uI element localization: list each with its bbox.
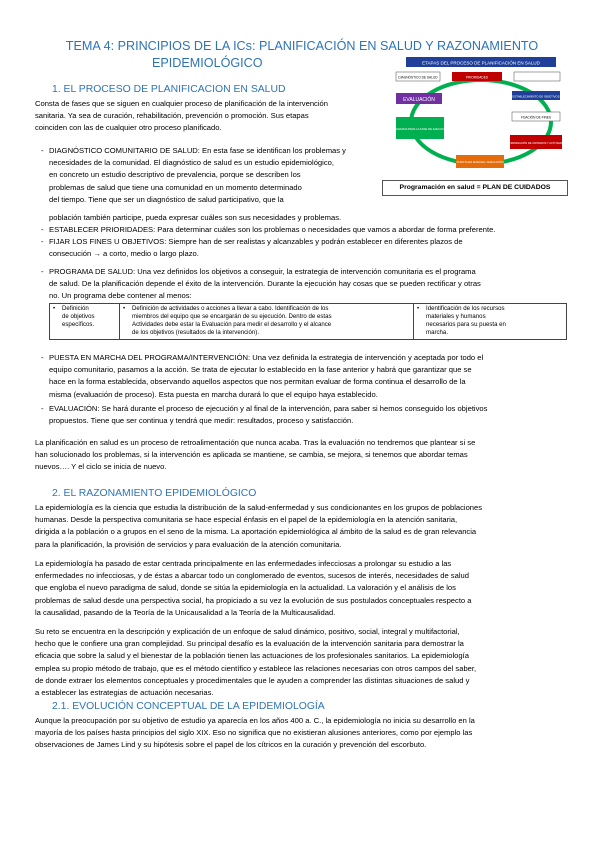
- text-line: dirigida a la población o a grupos en el seno de la misma. La aportación epidemiológica al ámbito de la salud es de gran relevancia: [35, 527, 477, 537]
- text-line: hecho que le confiere una gran complejidad. Su principal desafío es la evaluación de la intervención sanitaria para demostrar la: [35, 639, 464, 649]
- bullet-dot: •: [123, 305, 126, 312]
- bullet-dash: -: [41, 267, 44, 276]
- text-line: problemas de salud que tiene una comunidad en un momento determinado: [49, 182, 302, 192]
- text-line: de salud. De la planificación depende el éxito de la intervención. Durante la ejecución hay cosas que se pueden rectificar y otras: [49, 279, 481, 289]
- diagram-box-diagnostico-text: DIAGNÓSTICO DE SALUD: [398, 75, 438, 80]
- bullet-programa: [41, 266, 565, 303]
- text-line: Aunque la preocupación por su objetivo de estudio ya aparecía en los años 400 a. C., la epidemiología no inicia su desarrollo en la: [35, 716, 475, 725]
- text-line: nuevos…. Y el ciclo se inicia de nuevo.: [35, 462, 167, 472]
- text-line: coinciden con las de cualquier otro proceso planificado.: [35, 123, 222, 133]
- text-line: a establecer las estrategias de actuación necesarias.: [35, 688, 214, 698]
- page-title-line1: TEMA 4: PRINCIPIOS DE LA ICs: PLANIFICACIÓN EN SALUD Y RAZONAMIENTO: [65, 39, 539, 53]
- cell-line: miembros del equipo que se encargarán de su ejecución. Dentro de estas: [132, 313, 332, 320]
- table-cell: [120, 304, 414, 340]
- page-title-line2: EPIDEMIOLÓGICO: [152, 56, 263, 70]
- cell-line: Actividades debe estar la Evaluación para medir el desarrollo y el alcance: [132, 321, 332, 328]
- cell-line: Definición: [62, 305, 89, 312]
- bullet-fines: [41, 236, 565, 260]
- text-line: Su reto se encuentra en la descripción y explicación de un enfoque de salud dinámico, positivo, social, integral y multifactorial,: [35, 627, 460, 636]
- text-line: que engloba el nuevo paradigma de salud, donde se sitúa la epidemiología en la actualidad. La valoración y el análisis de los: [35, 583, 456, 593]
- text-line: para la planificación, la provisión de servicios y para evaluación de la atención comunitaria.: [35, 539, 342, 549]
- text-line: enfermedades no infecciosas, y de éstas a abarcar todo un conglomerado de eventos, sucesos de interés, necesidades de salud: [35, 571, 469, 581]
- section1-closing: [35, 437, 566, 474]
- bullet-dot: •: [417, 305, 420, 312]
- text-line: necesidades de la comunidad. El diagnóstico de salud es un estudio epidemiológico,: [49, 158, 334, 168]
- diagram-box-ejecucion-text: PUESTA EN MARCHA / EJECUCIÓN: [456, 160, 504, 164]
- cell-line: marcha.: [426, 329, 449, 336]
- text-line: población también participe, pueda expresar cuáles son sus necesidades y problemas.: [49, 213, 342, 222]
- text-line: han solucionado los problemas, si la intervención es aplicada se mantiene, se cambia, se mejora, si tenemos que abordar temas: [35, 450, 468, 460]
- cell-line: específicos.: [62, 321, 95, 328]
- table-row: [50, 304, 567, 340]
- section1-heading: 1. EL PROCESO DE PLANIFICACION EN SALUD: [52, 84, 286, 95]
- text-line: observaciones de James Lind y su hipótesis sobre el papel de los cítricos en la curación y prevención del escorbuto.: [35, 740, 427, 750]
- text-line: equipo comunitario, pasamos a la acción. Se trata de ejecutar lo establecido en la fase anterior y habrá que garantizar que se: [49, 365, 472, 375]
- bullet-dash: -: [41, 404, 44, 413]
- text-line: no. Un programa debe contener al menos:: [49, 291, 192, 301]
- text-line: mayoría de los países hasta principios del siglo XIX. Eso no significa que no existieran alusiones anteriores, como por ejemplo las: [35, 728, 473, 738]
- diagram-header-text: ETAPAS DEL PROCESO DE PLANIFICACIÓN EN SALUD: [422, 60, 540, 66]
- section2-paragraph-1: [35, 502, 566, 551]
- text-line: de donde extraer los elementos conceptuales y procedimentales que le ayuden a comprender las distintas situaciones de salud y: [35, 675, 470, 685]
- diagram-box-fines-text: FIJACIÓN DE FINES: [520, 115, 552, 120]
- text-line: PUESTA EN MARCHA DEL PROGRAMA/INTERVENCIÓN: Una vez definida la estrategia de intervención y aceptada por todo el: [49, 353, 484, 362]
- text-line: misma (evaluación de proceso). Esta puesta en marcha durará lo que el equipo haya establecido.: [49, 389, 378, 399]
- text-line: sanitaria. Ya sea de curación, rehabilitación, prevención o promoción. Sus etapas: [35, 111, 309, 121]
- bullet-evaluacion: [41, 403, 565, 427]
- text-line: FIJAR LOS FINES U OBJETIVOS: Siempre han de ser realistas y alcanzables y podrán establecer en diferentes plazos de: [49, 237, 463, 246]
- text-line: eficacia que sobre la salud y el bienestar de la población tienen las actuaciones de los profesionales sanitarios. La epidemiología: [35, 651, 469, 661]
- text-line: EVALUACIÓN: Se hará durante el proceso de ejecución y al final de la intervención, para saber si hemos conseguido los objetivos: [49, 404, 488, 413]
- planning-cycle-svg: [394, 55, 565, 175]
- table-cell: [414, 304, 567, 340]
- table-cell: [50, 304, 120, 340]
- bullet-dash: -: [41, 225, 44, 234]
- diagram-caption: Programación en salud = PLAN DE CUIDADOS: [382, 180, 568, 196]
- text-line: DIAGNÓSTICO COMUNITARIO DE SALUD: En esta fase se identifican los problemas y: [49, 146, 346, 155]
- cell-line: de los objetivos (resultados de la intervención).: [132, 329, 260, 336]
- section21-paragraph-1: [35, 715, 566, 752]
- text-line: la causalidad, pasando de la Teoría de la Unicausalidad a la Teoría de la Multicausalidad.: [35, 607, 336, 617]
- diagram-box-criterios-text: DETERMINACIÓN DE CRITERIOS Y ACTIVIDADES: [505, 142, 565, 145]
- diagram-box-evaluacion-text: EVALUACIÓN: [403, 97, 435, 103]
- diagram-box-prioridades-text: PRIORIDADES: [466, 75, 488, 80]
- planning-cycle-diagram: [394, 55, 565, 175]
- text-line: ESTABLECER PRIORIDADES: Para determinar cuáles son los problemas o necesidades que vamos a abordar de forma preferente.: [49, 225, 496, 234]
- section2-heading: 2. EL RAZONAMIENTO EPIDEMIOLÓGICO: [52, 488, 257, 499]
- bullet-diagnostico-tail: [49, 212, 409, 224]
- bullet-prioridades: [41, 224, 567, 236]
- bullet-dash: -: [41, 146, 44, 155]
- bullet-dot: •: [53, 305, 56, 312]
- cell-line: Definición de actividades o acciones a llevar a cabo. Identificación de los: [132, 305, 329, 312]
- section2-paragraph-3: [35, 626, 566, 699]
- text-line: propuestos. Tiene que ser continua y tendrá que medir: resultados, proceso y satisfacción.: [49, 416, 354, 426]
- section1-intro: [35, 98, 375, 135]
- text-line: hace en la forma establecida, observando aquellos aspectos que nos permitan evaluar de forma continua el desarrollo de la: [49, 377, 466, 387]
- text-line: La epidemiología es la ciencia que estudia la distribución de la salud-enfermedad y sus condicionantes en los grupos de poblaciones: [35, 503, 483, 512]
- section2-paragraph-2: [35, 558, 566, 619]
- cell-line: Identificación de los recursos: [426, 305, 505, 312]
- text-line: PROGRAMA DE SALUD: Una vez definidos los objetivos a conseguir, la estrategia de intervención comunitaria es el programa: [49, 267, 476, 276]
- section21-heading: 2.1. EVOLUCIÓN CONCEPTUAL DE LA EPIDEMIOLOGÍA: [52, 701, 325, 712]
- text-line: consecución → a corto, medio o largo plazo.: [49, 249, 199, 259]
- text-line: problemas de salud desde una perspectiva social, ha propiciado a su vez la evolución de sus postulados conceptuales respecto a: [35, 595, 472, 605]
- cell-line: necesarios para su puesta en: [426, 321, 506, 328]
- text-line: La epidemiología ha pasado de estar centrada principalmente en las enfermedades infecciosas a prolongar su estudio a las: [35, 559, 452, 568]
- bullet-dash: -: [41, 353, 44, 362]
- bullet-dash: -: [41, 237, 44, 246]
- text-line: del tiempo. Tiene que ser un diagnóstico de salud participativo, que la: [49, 194, 284, 204]
- text-line: Consta de fases que se siguen en cualquier proceso de planificación de la intervención: [35, 99, 328, 108]
- diagram-box-programa-text: PROGRAMA PARA LA FASE DE EJECUCIÓN: [394, 127, 449, 131]
- text-line: La planificación en salud es un proceso de retroalimentación que nunca acaba. Tras la evaluación no tendremos que plantear si se: [35, 438, 476, 447]
- text-line: en concreto un estudio descriptivo de prevalencia, porque se describen los: [49, 170, 301, 180]
- bullet-diagnostico: [41, 145, 379, 206]
- bullet-puesta-en-marcha: [41, 352, 565, 401]
- diagram-box-objetivos-text: ESTABLECIMIENTO DE OBJETIVOS: [512, 94, 560, 99]
- program-requirements-table: [49, 303, 567, 340]
- cell-line: materiales y humanos: [426, 313, 486, 320]
- text-line: humanas. Desde la perspectiva comunitaria se hace especial énfasis en el papel de la epidemiología en la atención sanitaria,: [35, 515, 458, 525]
- text-line: emplea su propio método de trabajo, que es el método científico y establece las relaciones necesarias con otros campos del saber,: [35, 663, 477, 673]
- cell-line: de objetivos: [62, 313, 95, 320]
